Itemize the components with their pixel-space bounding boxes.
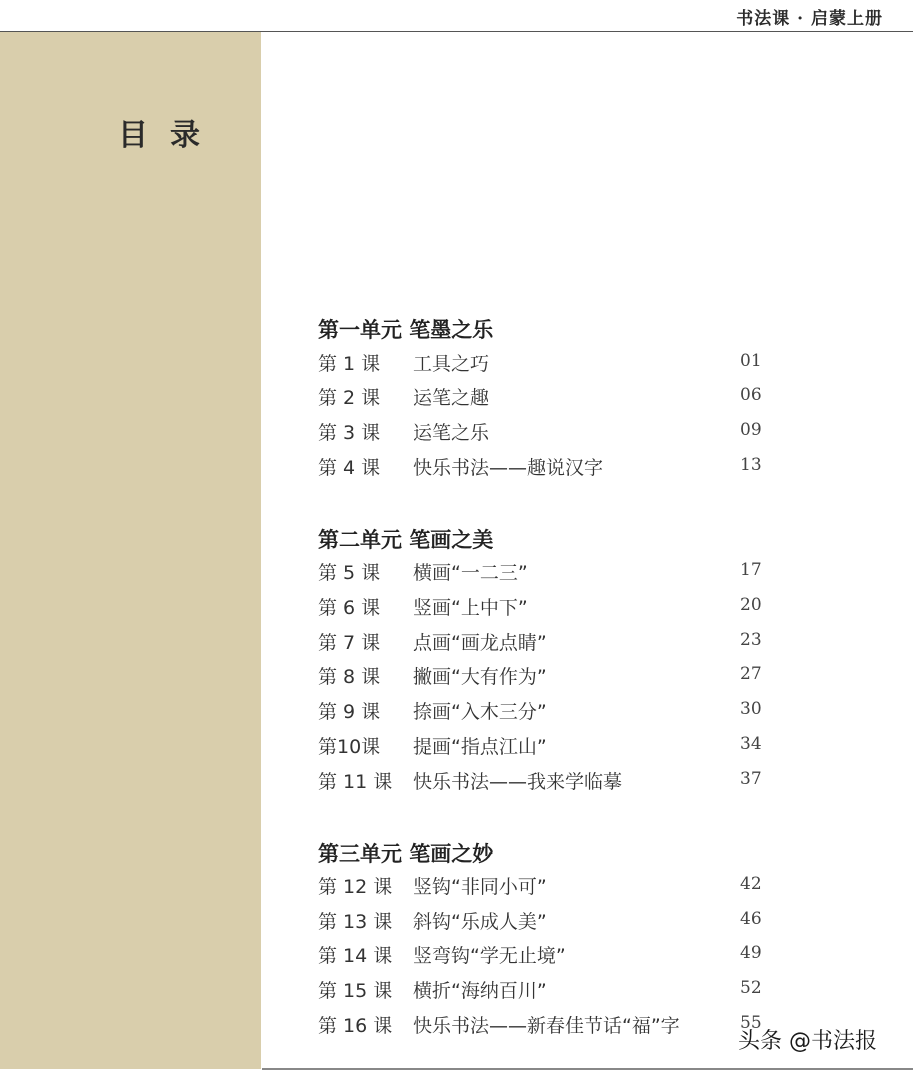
lesson-page: 52 [740, 978, 762, 998]
lesson-number: 第 12 课 [318, 876, 393, 898]
lesson-number: 第 6 课 [318, 597, 381, 619]
lesson-entry[interactable] [318, 697, 768, 727]
lesson-page: 46 [740, 909, 762, 929]
lesson-entry[interactable] [318, 732, 768, 762]
lesson-page: 37 [740, 769, 762, 789]
lesson-entry[interactable] [318, 453, 768, 483]
lesson-title: 撇画“大有作为” [413, 666, 547, 688]
lesson-title: 竖弯钩“学无止境” [413, 945, 566, 967]
lesson-entry[interactable] [318, 941, 768, 971]
lesson-entry[interactable] [318, 976, 768, 1006]
lesson-title: 快乐书法——趣说汉字 [413, 457, 604, 479]
book-title: 书法课 · 启蒙上册 [736, 9, 883, 29]
lesson-page: 55 [740, 1013, 762, 1033]
lesson-title: 点画“画龙点睛” [413, 632, 547, 654]
lesson-title: 捺画“入木三分” [413, 701, 547, 723]
lesson-title: 运笔之乐 [413, 422, 490, 444]
sidebar-panel [0, 32, 261, 1069]
lesson-number: 第 14 课 [318, 945, 393, 967]
lesson-entry[interactable] [318, 767, 768, 797]
lesson-entry[interactable] [318, 558, 768, 588]
lesson-title: 横画“一二三” [413, 562, 528, 584]
unit-title: 第一单元 笔墨之乐 [318, 317, 494, 342]
lesson-number: 第 8 课 [318, 666, 381, 688]
lesson-title: 竖钩“非同小可” [413, 876, 547, 898]
lesson-number: 第 13 课 [318, 911, 393, 933]
unit-title: 第二单元 笔画之美 [318, 527, 494, 552]
lesson-number: 第 7 课 [318, 632, 381, 654]
lesson-title: 快乐书法——新春佳节话“福”字 [413, 1015, 680, 1037]
lesson-page: 27 [740, 664, 762, 684]
lesson-page: 30 [740, 699, 762, 719]
lesson-entry[interactable] [318, 1011, 768, 1041]
lesson-number: 第 5 课 [318, 562, 381, 584]
footer-rule [262, 1068, 913, 1070]
lesson-number: 第 1 课 [318, 353, 381, 375]
lesson-title: 竖画“上中下” [413, 597, 528, 619]
lesson-number: 第 16 课 [318, 1015, 393, 1037]
lesson-entry[interactable] [318, 593, 768, 623]
lesson-title: 运笔之趣 [413, 387, 490, 409]
lesson-number: 第 9 课 [318, 701, 381, 723]
lesson-title: 快乐书法——我来学临摹 [413, 771, 623, 793]
lesson-title: 斜钩“乐成人美” [413, 911, 547, 933]
lesson-number: 第 11 课 [318, 771, 393, 793]
lesson-page: 23 [740, 630, 762, 650]
lesson-title: 提画“指点江山” [413, 736, 547, 758]
lesson-entry[interactable] [318, 349, 768, 379]
watermark-label: 头条 @书法报 [738, 1029, 877, 1054]
lesson-entry[interactable] [318, 383, 768, 413]
lesson-number: 第 3 课 [318, 422, 381, 444]
lesson-entry[interactable] [318, 628, 768, 658]
lesson-page: 09 [740, 420, 762, 440]
unit-title: 第三单元 笔画之妙 [318, 841, 494, 866]
lesson-number: 第 2 课 [318, 387, 381, 409]
lesson-entry[interactable] [318, 872, 768, 902]
lesson-page: 42 [740, 874, 762, 894]
lesson-title: 工具之巧 [413, 353, 490, 375]
toc-heading: 目录 [118, 118, 222, 153]
lesson-page: 13 [740, 455, 762, 475]
lesson-entry[interactable] [318, 662, 768, 692]
lesson-page: 20 [740, 595, 762, 615]
lesson-page: 49 [740, 943, 762, 963]
lesson-title: 横折“海纳百川” [413, 980, 547, 1002]
lesson-entry[interactable] [318, 907, 768, 937]
lesson-entry[interactable] [318, 418, 768, 448]
lesson-number: 第 4 课 [318, 457, 381, 479]
lesson-page: 17 [740, 560, 762, 580]
lesson-page: 06 [740, 385, 762, 405]
lesson-number: 第 15 课 [318, 980, 393, 1002]
lesson-page: 34 [740, 734, 762, 754]
lesson-number: 第10课 [318, 736, 381, 758]
lesson-page: 01 [740, 351, 762, 371]
